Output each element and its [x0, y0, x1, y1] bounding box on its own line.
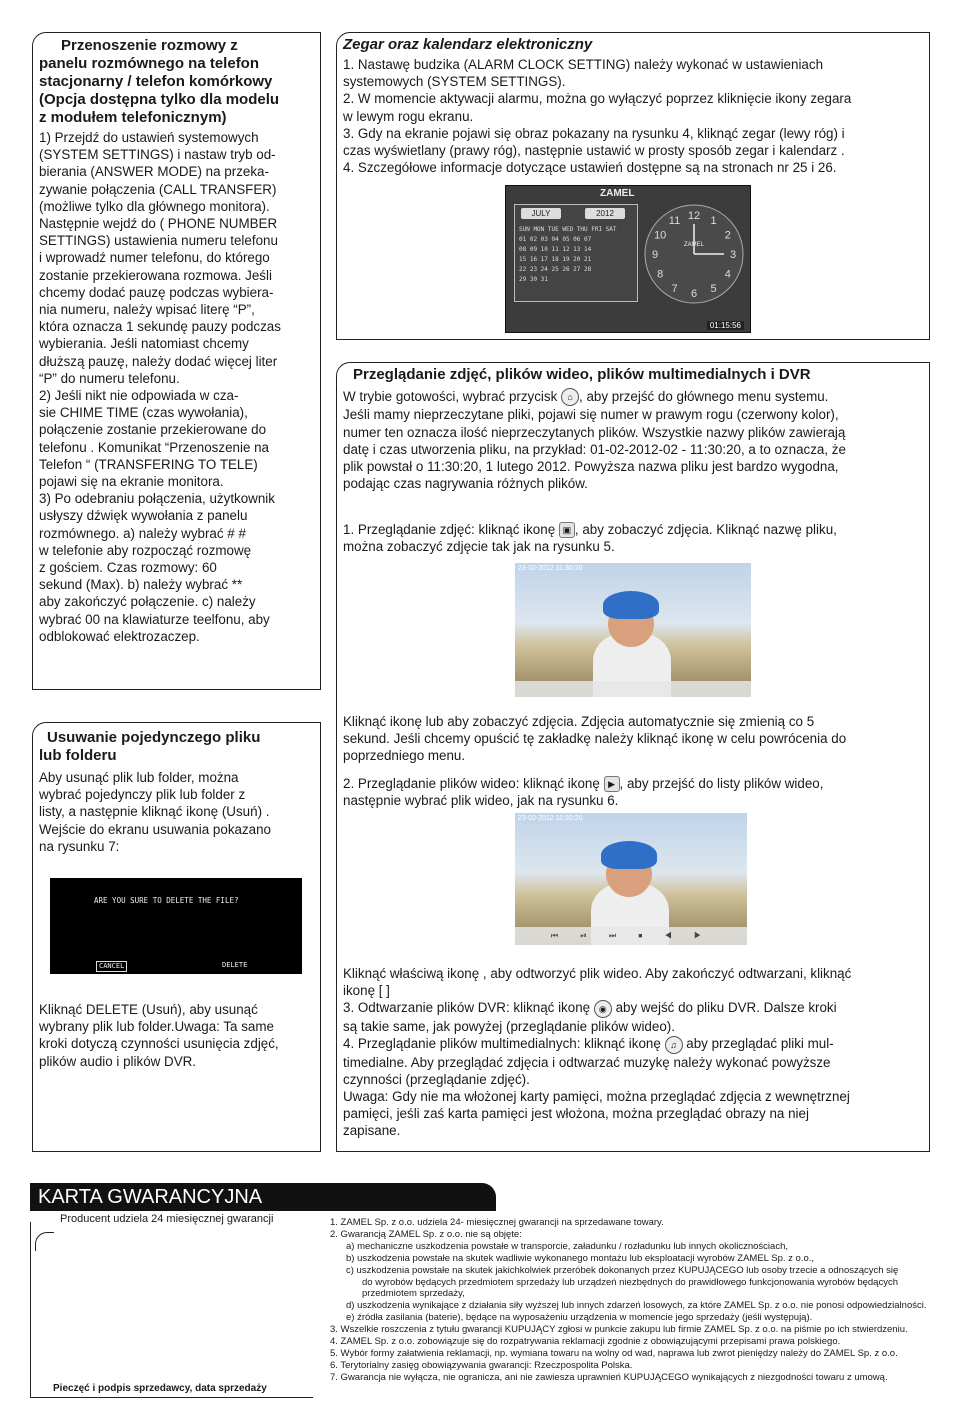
clock-numeral: 10 [654, 229, 667, 242]
transfer-line: zostanie przekierowana rozmowa. Jeśli [39, 267, 272, 283]
step1-line: można zobaczyć zdjęcie tak jak na rysunku 5. [343, 539, 615, 555]
transfer-line: połączenie zostanie przekierowane do [39, 422, 267, 438]
transfer-line: wybrać 00 na klawiaturze teelfonu, aby [39, 611, 270, 627]
warranty-item: c) uszkodzenia powstałe na skutek jakichkolwiek przeróbek dokonanych przez KUPUJĄCEGO lub osoby trzecie a odnoszących się [346, 1264, 899, 1276]
media-intro-line: numer ten oznacza ilość nieprzeczytanych plików. Wszystkie nazwy plików zawierają [343, 424, 846, 440]
transfer-line: która oznacza 1 sekundę pauzy podczas [39, 319, 281, 335]
warranty-item: przedmiotem sprzedaży, [362, 1288, 465, 1300]
transfer-line: odblokować elektrozaczep. [39, 628, 200, 644]
transfer-line: Telefon “ (TRANSFERING TO TELE) [39, 456, 258, 472]
calendar-week: 01 02 03 04 05 06 07 [519, 236, 592, 243]
warranty-item: 7. Gwarancja nie wyłącza, nie ogranicza, ani nie zawiesza uprawnień KUPUJĄCEGO wynikających z niezgodności towaru z umową. [330, 1371, 888, 1383]
delete-after [39, 1001, 317, 1070]
delete-line: listy, a następnie kliknąć ikonę (Usuń) . [39, 804, 270, 820]
transfer-line: rozmównego. a) należy wybrać # # [39, 525, 246, 541]
transfer-line: (SYSTEM SETTINGS) i nastaw tryb od- [39, 147, 276, 163]
step4-line: zapisane. [343, 1123, 401, 1139]
warranty-stamp-area [30, 1222, 313, 1398]
media-intro-line [343, 388, 923, 406]
step2-line: następnie wybrać plik wideo, jak na rysunku 6. [343, 793, 619, 809]
screen-brand: ZAMEL [600, 188, 635, 199]
clock-heading: Zegar oraz kalendarz elektroniczny [343, 36, 593, 53]
step4-text-a: 4. Przeglądanie plików multimedialnych: kliknąć ikonę [343, 1036, 661, 1052]
warranty-item: 6. Terytorialny zasięg obowiązywania gwarancji: Rzeczpospolita Polska. [330, 1359, 633, 1371]
step2-line [343, 775, 923, 792]
media-heading: Przeglądanie zdjęć, plików wideo, plików multimedialnych i DVR [353, 366, 811, 383]
warranty-item: b) uszkodzenia powstałe na skutek wadliwie wykonanego montażu lub eksploatacji wyrobów ZAMEL Sp. z o.o., [346, 1252, 815, 1264]
stamp-corner [35, 1232, 54, 1251]
calendar-grid [519, 225, 633, 285]
delete-line: Wejście do ekranu usuwania pokazano [39, 821, 272, 837]
home-icon[interactable]: ⌂ [561, 388, 579, 406]
clock-numeral: 4 [724, 268, 731, 281]
photo1-child-helmet [603, 591, 659, 619]
photo2-timestamp: 23-02-2012 11:30:20 [518, 815, 583, 822]
delete-heading-line: lub folderu [39, 747, 117, 764]
delete-line: na rysunku 7: [39, 838, 120, 854]
clock-numeral: 12 [687, 210, 701, 222]
transfer-line: SETTINGS) ustawienia numeru telefonu [39, 233, 278, 249]
after2-line: ikonę [ ] [343, 983, 390, 999]
step3-line: są takie same, jak powyżej (przeglądanie plików wideo). [343, 1018, 675, 1034]
delete-section [32, 722, 321, 1152]
step3-text-a: 3. Odtwarzanie plików DVR: kliknąć ikonę [343, 1000, 591, 1016]
clock-section [336, 32, 930, 340]
step4-line: timedialne. Aby przeglądać zdjęcia i odtwarzać muzykę należy wykonać powyższe [343, 1054, 831, 1070]
transfer-line: nia numeru, należy wpisać literę “P”, [39, 302, 255, 318]
warranty-item: 2. Gwarancją ZAMEL Sp. z o.o. nie są objęte: [330, 1228, 522, 1240]
after1-line: Kliknąć ikonę lub aby zobaczyć zdjęcia. Zdjęcia automatycznie się zmienią co 5 [343, 714, 815, 729]
transfer-heading-line: stacjonarny / telefon komórkowy [39, 73, 273, 90]
warranty-item: 5. Wybór formy załatwienia reklamacji, np. wymiana towaru na wolny od wad, naprawa lub zwrot pieniędzy należy do ZAMEL Sp. z o.o. [330, 1347, 898, 1359]
photo1-control-bar [515, 681, 751, 697]
transfer-line: 2) Jeśli nikt nie odpowiada w cza- [39, 388, 239, 404]
clock-numeral: 3 [729, 249, 737, 261]
step1-text-a: 1. Przeglądanie zdjęć: kliknąć ikonę [343, 522, 556, 537]
analog-clock[interactable] [642, 202, 746, 306]
delete-cancel-button[interactable]: CANCEL [96, 961, 127, 972]
delete-dialog-question: ARE YOU SURE TO DELETE THE FILE? [94, 896, 239, 905]
transfer-line: (możliwe tylko dla głównego monitora). [39, 198, 270, 214]
warranty-item: 4. ZAMEL Sp. z o.o. zobowiązuje się do rozpatrywania reklamacji zgodnie z obowiązującymi przepisami prawa polskiego. [330, 1336, 841, 1348]
transfer-line: 3) Po odebraniu połączenia, użytkownik [39, 491, 275, 507]
transfer-line: sie CHIME TIME (czas wywołania), [39, 405, 248, 421]
clock-line: systemowych (SYSTEM SETTINGS). [343, 74, 566, 90]
transfer-body [39, 129, 317, 645]
media-intro-line: datę i czas utworzenia pliku, na przykład: 01-02-2012-02 - 11:30:20, a to oznacza, że [343, 441, 846, 457]
warranty-title: KARTA GWARANCYJNA [30, 1183, 496, 1211]
delete-after-line: wybrany plik lub folder.Uwaga: Ta same [39, 1019, 274, 1035]
clock-numeral: 1 [710, 215, 717, 228]
video-control-bar: ⏮ ⏯ ⏭ ⏹ ◀ ▶ [515, 927, 747, 945]
delete-confirm-button[interactable]: DELETE [222, 961, 248, 969]
multimedia-icon[interactable]: ♫ [665, 1036, 683, 1054]
clock-numeral: 7 [671, 282, 678, 295]
transfer-line: zywanie połączenia (CALL TRANSFER) [39, 181, 277, 197]
clock-line: 1. Nastawę budzika (ALARM CLOCK SETTING) należy wykonać w ustawieniach [343, 57, 824, 72]
clock-line: 2. W momencie aktywacji alarmu, można go wyłączyć poprzez kliknięcie ikony zegara [343, 91, 852, 107]
media-intro-tail: , aby przejść do głównego menu systemu. [579, 389, 829, 404]
step1-text-b: , aby zobaczyć zdjęcia. Kliknąć nazwę pliku, [574, 522, 837, 537]
transfer-line: Następnie wejdź do ( PHONE NUMBER [39, 216, 278, 232]
transfer-heading-line: (Opcja dostępna tylko dla modelu [39, 91, 280, 108]
warranty-item: e) źródła zasilania (baterie), będące na wyposażeniu urządzenia w momencie jego sprzedaży (jeśli występują). [346, 1312, 813, 1324]
clock-numeral: 2 [724, 229, 731, 242]
calendar-weekdays: SUN MON TUE WED THU FRI SAT [519, 226, 617, 233]
calendar-week: 22 23 24 25 26 27 28 [519, 266, 592, 273]
step2-text-b: , aby przejść do listy plików wideo, [619, 776, 824, 791]
delete-line: Aby usunąć plik lub folder, można [39, 770, 239, 785]
delete-after-line: Kliknąć DELETE (Usuń), aby usunąć [39, 1002, 258, 1017]
transfer-heading [39, 37, 317, 127]
after1-line: sekund. Jeśli chcemy opuścić tę zakładkę należy kliknąć ikonę w celu powrócenia do [343, 731, 847, 747]
clock-numeral: 9 [651, 249, 659, 261]
video-icon[interactable]: ▶ [604, 776, 620, 792]
transfer-line: wybierania. Jeśli natomiast chcemy [39, 336, 249, 352]
after-step1 [343, 713, 923, 765]
step1-line [343, 521, 923, 538]
step4-text-b: aby przeglądać pliki mul- [686, 1036, 834, 1052]
warranty-item: do wyrobów będących przedmiotem sprzedaży lub urządzeń niezbędnych do prawidłowego funkcjonowania wyrobów będących [362, 1276, 898, 1288]
transfer-line: chcemy dodać pauzę podczas wybiera- [39, 284, 274, 300]
transfer-line: aby zakończyć połączenie. c) należy [39, 594, 256, 610]
transfer-line: usłyszy dźwięk wywołania z panelu [39, 508, 248, 524]
media-intro-line: podając czas nagrywania różnych plików. [343, 476, 588, 492]
after2-line: Kliknąć właściwą ikonę , aby odtworzyć plik wideo. Aby zakończyć odtwarzani, kliknąć [343, 966, 852, 981]
transfer-line: i wprowadź numer telefonu, do którego [39, 250, 270, 266]
calendar-week: 15 16 17 18 19 20 21 [519, 256, 592, 263]
step4-line: Uwaga: Gdy nie ma włożonej karty pamięci, można przeglądać zdjęcia z wewnętrznej [343, 1088, 850, 1104]
warranty-item: 3. Wszelkie roszczenia z tytułu gwarancji KUPUJĄCY zgłosi w punkcie zakupu lub firmie ZAMEL Sp. z o.o. na piśmie po ich stwierdzeniu. [330, 1324, 908, 1336]
photo-figure-6 [515, 813, 747, 945]
photo1-timestamp: 23-02-2012 11:30:20 [518, 565, 583, 572]
after-step2 [343, 965, 923, 1140]
transfer-section [32, 32, 321, 690]
transfer-heading-line: Przenoszenie rozmowy z [61, 37, 238, 54]
media-section [336, 362, 930, 1152]
clock-line: 3. Gdy na ekranie pojawi się obraz pokazany na rysunku 4, kliknąć zegar (lewy róg) i [343, 125, 845, 141]
photo-icon[interactable]: ▣ [559, 522, 575, 538]
warranty-terms [330, 1217, 942, 1384]
transfer-line: sekund (Max). b) należy wybrać ** [39, 577, 243, 593]
warranty-item: d) uszkodzenia wynikające z działania siły wyższej lub innych zdarzeń losowych, za które ZAMEL Sp. z o.o. nie ponosi odpowiedzialności. [346, 1300, 927, 1312]
calendar-month[interactable]: JULY [521, 208, 561, 219]
step3-line [343, 999, 923, 1017]
step2 [343, 775, 923, 810]
calendar-week: 08 09 10 11 12 13 14 [519, 246, 592, 253]
delete-line: wybrać pojedynczy plik lub folder z [39, 787, 246, 803]
photo2-child-helmet [601, 841, 657, 869]
clock-numeral: 6 [690, 288, 698, 300]
media-intro [343, 388, 923, 492]
delete-after-line: kroki dotyczą czynności usunięcia zdjęć, [39, 1036, 279, 1052]
media-intro-text: W trybie gotowości, wybrać przycisk [343, 389, 558, 404]
delete-heading [39, 729, 317, 765]
clock-numeral: 8 [657, 268, 664, 281]
clock-numeral: 11 [668, 215, 681, 228]
calendar-week: 29 30 31 [519, 276, 548, 283]
step2-text-a: 2. Przeglądanie plików wideo: kliknąć ikonę [343, 776, 600, 791]
transfer-line: telefonu . Komunikat “Przenoszenie na [39, 439, 270, 455]
media-intro-line: plik powstał o 11:30:20, 1 lutego 2012. Powyższa nazwa pliku jest bardzo wygodna, [343, 459, 839, 475]
clock-time[interactable]: 01:15:56 [707, 321, 744, 330]
calendar-year[interactable]: 2012 [585, 208, 625, 219]
step1 [343, 521, 923, 556]
warranty-stamp-label: Pieczęć i podpis sprzedawcy, data sprzedaży [53, 1383, 267, 1394]
clock-line: 4. Szczegółowe informacje dotyczące ustawień dostępne są na stronach nr 25 i 26. [343, 160, 837, 176]
warranty-item: 1. ZAMEL Sp. z o.o. udziela 24- miesięcznej gwarancji na sprzedawane towary. [330, 1217, 664, 1228]
step3-text-b: aby wejść do pliku DVR. Dalsze kroki [615, 1000, 837, 1016]
photo-figure-5 [515, 563, 751, 697]
step4-line [343, 1035, 923, 1053]
after1-line: poprzedniego menu. [343, 748, 466, 764]
transfer-line: z gościem. Czas rozmowy: 60 [39, 560, 217, 576]
clock-calendar-screen [505, 185, 751, 333]
clock-body [343, 56, 923, 176]
transfer-line: “P” do numeru telefonu. [39, 370, 180, 386]
clock-brand: ZAMEL [683, 242, 705, 248]
warranty-subtitle: Producent udziela 24 miesięcznej gwarancji [60, 1213, 274, 1225]
transfer-line: w telefonie aby rozpocząć rozmowę [39, 542, 252, 558]
dvr-icon[interactable]: ◉ [594, 1000, 612, 1018]
warranty-item: a) mechaniczne uszkodzenia powstałe w transporcie, załadunku / rozładunku lub innych okolicznościach, [346, 1240, 788, 1252]
delete-after-line: plików audio i plików DVR. [39, 1053, 197, 1069]
calendar-panel[interactable] [514, 204, 638, 302]
transfer-heading-line: panelu rozmównego na telefon [39, 55, 260, 72]
delete-dialog-screenshot [50, 878, 302, 974]
transfer-line: dłuższą pauzę, należy dodać więcej liter [39, 353, 278, 369]
transfer-heading-line: z modułem telefonicznym) [39, 109, 227, 126]
clock-line: czas wyświetlany (prawy róg), następnie ustawić w prosty sposób zegar i kalendarz . [343, 143, 845, 159]
transfer-line: 1) Przejdź do ustawień systemowych [39, 130, 259, 145]
delete-body [39, 769, 317, 855]
transfer-line: pojawi się na ekranie monitora. [39, 474, 224, 490]
clock-line: w lewym rogu ekranu. [343, 108, 474, 124]
media-intro-line: Jeśli mamy nieprzeczytane pliki, pojawi się numer w prawym rogu (czerwony kolor), [343, 407, 839, 423]
clock-numeral: 5 [710, 282, 717, 295]
delete-heading-line: Usuwanie pojedynczego pliku [47, 729, 261, 746]
step4-line: czynności (przeglądanie zdjęć). [343, 1071, 530, 1087]
transfer-line: bierania (ANSWER MODE) na przeka- [39, 164, 269, 180]
step4-line: pamięci, jeśli zaś karta pamięci jest włożona, można przeglądać obrazy na niej [343, 1106, 809, 1122]
